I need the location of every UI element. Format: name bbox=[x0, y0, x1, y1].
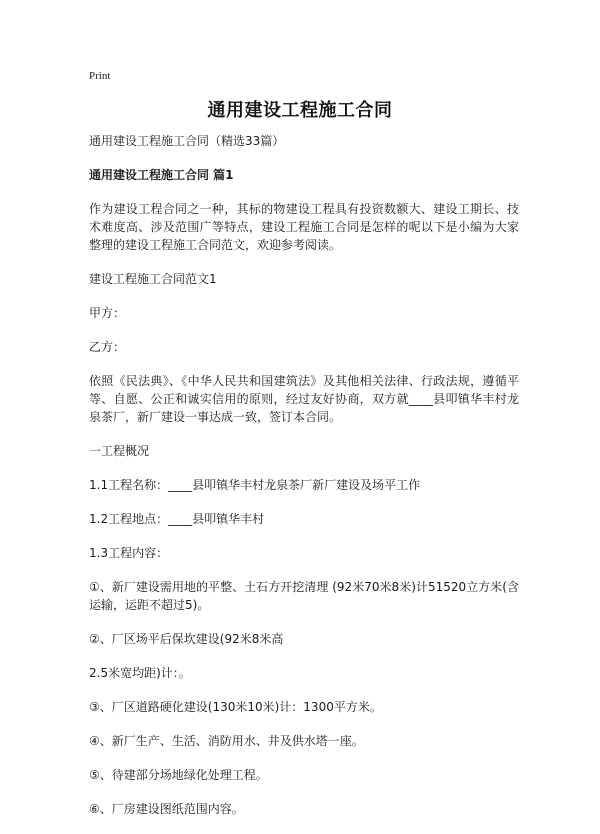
document-subtitle: 通用建设工程施工合同（精选33篇） bbox=[89, 134, 285, 148]
content-item-1: ①、新厂建设需用地的平整、土石方开挖清理 (92米70米8米)计51520立方米(含运输，运距不超过5)。 bbox=[89, 580, 519, 612]
contract-sample-label: 建设工程施工合同范文1 bbox=[89, 272, 217, 286]
project-name-line: 1.1工程名称：____县叩镇华丰村龙泉茶厂新厂建设及场平工作 bbox=[89, 478, 421, 492]
project-location-line: 1.2工程地点：____县叩镇华丰村 bbox=[89, 512, 265, 526]
section-heading: 通用建设工程施工合同 篇1 bbox=[89, 168, 234, 182]
content-item-5: ⑤、待建部分场地绿化处理工程。 bbox=[89, 768, 268, 782]
print-label: Print bbox=[89, 70, 111, 82]
party-a-label: 甲方： bbox=[89, 306, 126, 320]
content-item-4: ④、新厂生产、生活、消防用水、井及供水塔一座。 bbox=[89, 734, 364, 748]
content-item-2: ②、厂区场平后保坎建设(92米8米高 bbox=[89, 632, 284, 646]
document-body bbox=[89, 132, 519, 834]
intro-paragraph: 作为建设工程合同之一种，其标的物建设工程具有投资数额大、建设工期长、技术难度高、涉及范围广等特点，建设工程施工合同是怎样的呢以下是小编为大家整理的建设工程施工合同范文，欢迎参考阅读。 bbox=[89, 202, 519, 252]
document-title: 通用建设工程施工合同 bbox=[207, 100, 393, 121]
content-item-3: ③、厂区道路硬化建设(130米10米)计：1300平方米。 bbox=[89, 700, 382, 714]
content-item-6: ⑥、厂房建设图纸范围内容。 bbox=[89, 802, 244, 816]
party-b-label: 乙方： bbox=[89, 340, 126, 354]
project-content-heading: 1.3工程内容： bbox=[89, 546, 169, 560]
content-item-2-continued: 2.5米宽均距)计：。 bbox=[89, 666, 191, 680]
project-overview-heading: 一工程概况 bbox=[89, 444, 150, 458]
legal-basis-paragraph: 依照《民法典》、《中华人民共和国建筑法》及其他相关法律、行政法规，遵循平等、自愿、公正和诚实信用的原则，经过友好协商，双方就____县叩镇华丰村龙泉茶厂，新厂建设一事达成一致，签订本合同。 bbox=[89, 374, 519, 424]
